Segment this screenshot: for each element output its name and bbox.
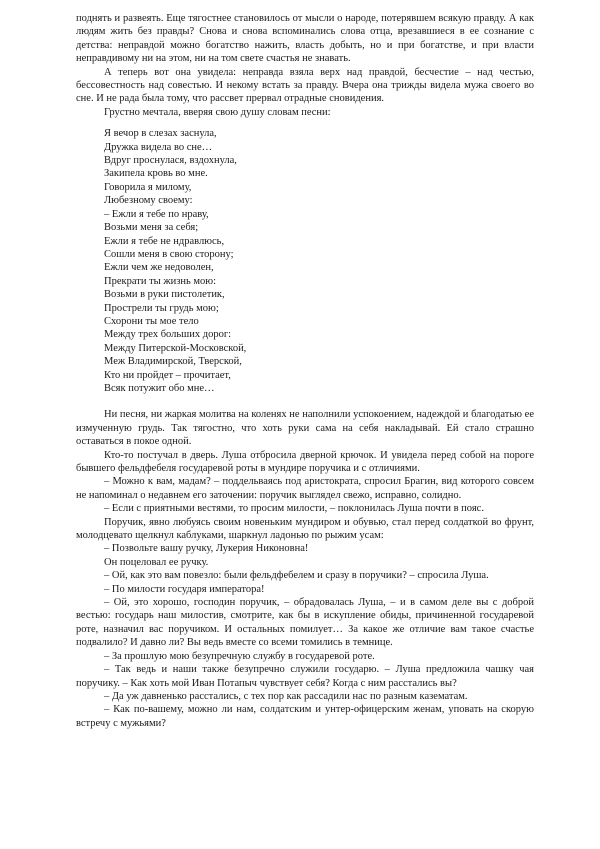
paragraph: поднять и развеять. Еще тягостнее становилось от мысли о народе, потерявшем всякую правду. А как людям жить без правды? Снова и снова вспоминались слова отца, врезавшиеся в ее сознание с детства: неправдой можно богатство нажить, власть добыть, но и при богатстве, и при власти неправдивому ни на этом, ни на том свете счастья не знавать. — [76, 13, 534, 65]
dialogue-line: – Так ведь и наши также безупречно служили государю. – Луша предложила чашку чая поручику. – Как хоть мой Иван Потапыч чувствует себя? Когда с ним расстались вы? — [76, 664, 534, 689]
paragraph: Кто-то постучал в дверь. Луша отбросила дверной крючок. И увидела перед собой на пороге бывшего фельдфебеля государевой роты в мундире поручика и с отличиями. — [76, 449, 534, 474]
dialogue-line: – За прошлую мою безупречную службу в государевой роте. — [104, 650, 375, 662]
verse-line: Сошли меня в свою сторону; — [104, 248, 234, 260]
blank-line — [76, 395, 534, 408]
verse-line: Возьми в руки пистолетик, — [104, 289, 225, 301]
dialogue-line: – Ой, как это вам повезло: были фельдфебелем и сразу в поручики? – спросила Луша. — [104, 570, 489, 582]
verse-line: Всяк потужит обо мне… — [104, 382, 215, 394]
dialogue-line: – Позвольте вашу ручку, Лукерия Никоновна! — [104, 543, 309, 555]
dialogue-line: – Можно к вам, мадам? – поддельваясь под аристократа, спросил Брагин, вид которого совсем не напоминал о недавнем его заточении: поручик выглядел свежо, исправно, солидно. — [76, 476, 534, 501]
dialogue-line: – Как по-вашему, можно ли нам, солдатским и унтер-офицерским женам, уповать на скорую встречу с мужьями? — [76, 704, 534, 729]
verse-line: Между трех больших дорог: — [104, 329, 232, 341]
verse-line: Вдруг проснулася, вздохнула, — [104, 155, 237, 167]
paragraph: Он поцеловал ее ручку. — [104, 556, 209, 568]
verse-line: Я вечор в слезах заснула, — [104, 128, 217, 140]
paragraph: Поручик, явно любуясь своим новеньким мундиром и обувью, стал перед солдаткой во фрунт, молодцевато щелкнул каблуками, шаркнул ладонью по рыжим усам: — [76, 516, 534, 542]
verse-line: Закипела кровь во мне. — [104, 168, 208, 180]
verse-line: Возьми меня за себя; — [104, 222, 199, 234]
dialogue-line: – По милости государя императора! — [104, 583, 265, 595]
paragraph: А теперь вот она увидела: неправда взяла верх над правдой, бесчестие – над честью, бессовестность над совестью. И некому встать за правду. Вчера она трижды видела мужа своего во сне. И не рада была тому, что рассвет прервал отрадные сновидения. — [76, 66, 534, 105]
verse-line: Прострели ты грудь мою; — [104, 302, 219, 314]
paragraph: Ни песня, ни жаркая молитва на коленях не наполнили успокоением, надеждой и благодатью ее измученную грудь. Так тягостно, что хоть руки сама на себя накладывай. Ей стало страшно оставаться в покое одной. — [76, 409, 534, 448]
verse-line: Говорила я милому, — [104, 181, 192, 193]
paragraph: Грустно мечтала, вверяя свою душу словам песни: — [104, 106, 331, 118]
story-section — [76, 408, 534, 730]
verse-line: Схорони ты мое тело — [104, 315, 199, 327]
verse-line: Прекрати ты жизнь мою: — [104, 275, 217, 287]
verse-line: Любезному своему: — [104, 195, 193, 207]
verse-line: Между Питерской-Московской, — [104, 342, 247, 354]
song-verse — [104, 127, 534, 395]
verse-line: Меж Владимирской, Тверской, — [104, 356, 242, 368]
verse-line: Кто ни пройдет – прочитает, — [104, 369, 231, 381]
verse-line: Дружка видела во сне… — [104, 141, 213, 153]
verse-line: Ежли я тебе не ндравлюсь, — [104, 235, 225, 247]
dialogue-line: – Если с приятными вестями, то просим милости, – поклонилась Луша почти в пояс. — [104, 503, 484, 515]
verse-line: – Ежли я тебе по нраву, — [104, 208, 209, 220]
verse-line: Ежли чем же недоволен, — [104, 262, 214, 274]
dialogue-line: – Да уж давненько расстались, с тех пор как рассадили нас по разным казематам. — [104, 690, 468, 702]
dialogue-line: – Ой, это хорошо, господин поручик, – обрадовалась Луша, – и в самом деле вы с доброй вестью: государь наш милостив, смотрите, как бы в искупление обиды, причиненной государевой роте, назначил вас поручиком. И остальных помилует… За какое же отличие вам такое счастье подвалило? И давно ли? Вы ведь вместе со всеми томились в темнице. — [76, 597, 534, 649]
intro-section — [76, 12, 534, 119]
